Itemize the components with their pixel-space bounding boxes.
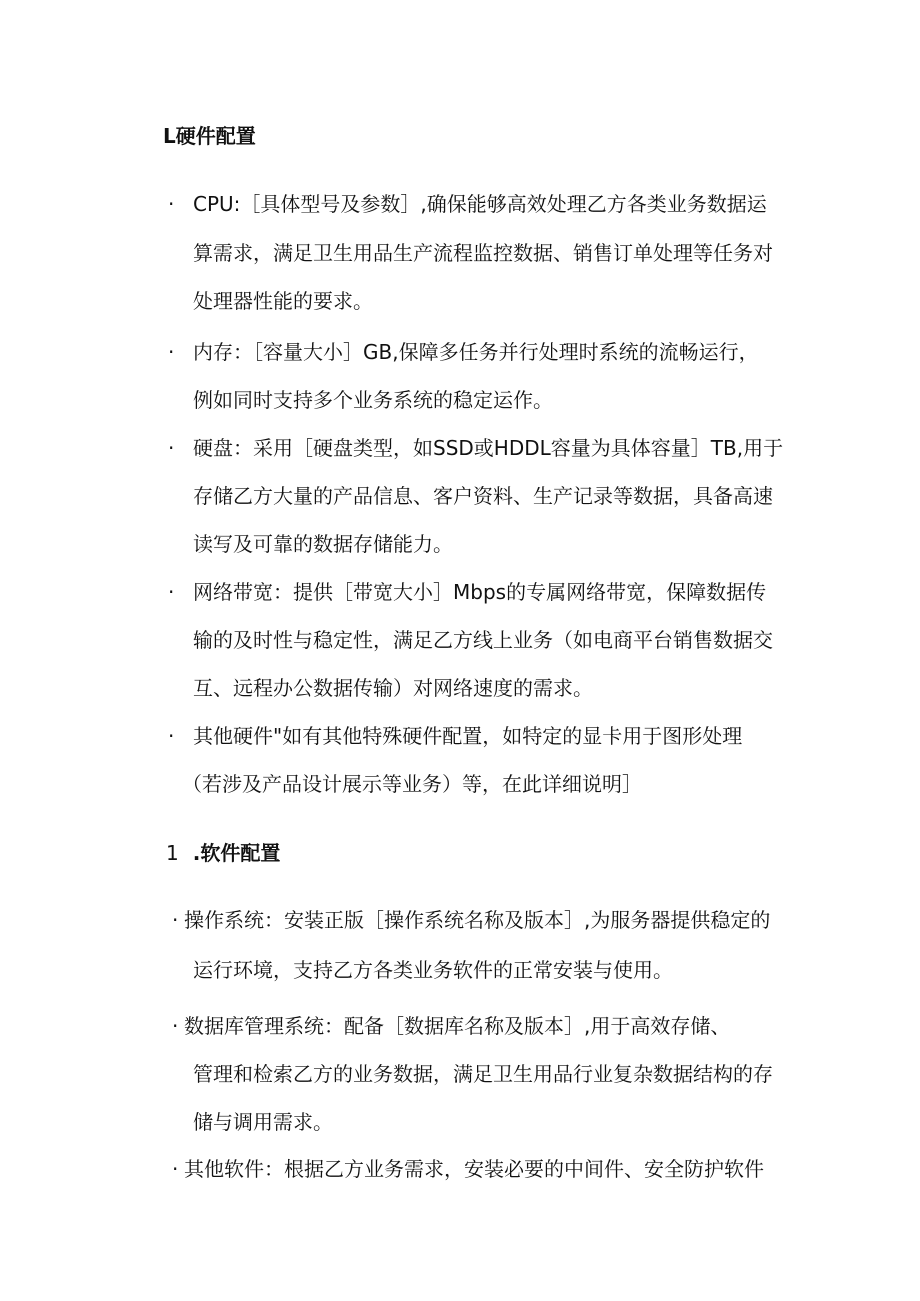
memory-line-2: 例如同时支持多个业务系统的稳定运作。 — [193, 388, 553, 412]
network-line-2: 输的及时性与稳定性，满足乙方线上业务（如电商平台销售数据交 — [193, 628, 773, 652]
bullet-marker: · — [172, 1014, 179, 1038]
section-heading-software — [166, 839, 280, 867]
bullet-marker: · — [172, 908, 179, 932]
section-number: 1 — [166, 841, 179, 865]
os-line-1: 操作系统：安装正版［操作系统名称及版本］,为服务器提供稳定的 — [184, 908, 771, 932]
disk-line-3: 读写及可靠的数据存储能力。 — [193, 532, 453, 556]
os-line-2: 运行环境，支持乙方各类业务软件的正常安装与使用。 — [193, 958, 673, 982]
bullet-marker: · — [168, 580, 175, 604]
bullet-marker: · — [168, 724, 175, 748]
bullet-marker: · — [168, 436, 175, 460]
other-hardware-line-2: （若涉及产品设计展示等业务）等，在此详细说明］ — [182, 772, 642, 796]
bullet-marker: · — [168, 192, 175, 216]
other-hardware-line-1: 其他硬件"如有其他特殊硬件配置，如特定的显卡用于图形处理 — [193, 724, 743, 748]
disk-line-1: 硬盘：采用［硬盘类型，如SSD或HDDL容量为具体容量］TB,用于 — [193, 436, 784, 460]
cpu-line-3: 处理器性能的要求。 — [193, 289, 373, 313]
db-line-3: 储与调用需求。 — [193, 1110, 333, 1134]
network-line-3: 互、远程办公数据传输）对网络速度的需求。 — [193, 676, 593, 700]
disk-line-2: 存储乙方大量的产品信息、客户资料、生产记录等数据，具备高速 — [193, 484, 773, 508]
section-title: L硬件配置 — [163, 124, 256, 148]
cpu-line-1: CPU:［具体型号及参数］,确保能够高效处理乙方各类业务数据运 — [193, 192, 767, 216]
db-line-1: 数据库管理系统：配备［数据库名称及版本］,用于高效存储、 — [184, 1014, 731, 1038]
memory-line-1: 内存：［容量大小］GB,保障多任务并行处理时系统的流畅运行， — [193, 340, 759, 364]
network-line-1: 网络带宽：提供［带宽大小］Mbps的专属网络带宽，保障数据传 — [193, 580, 767, 604]
bullet-marker: · — [168, 340, 175, 364]
cpu-line-2: 算需求，满足卫生用品生产流程监控数据、销售订单处理等任务对 — [193, 241, 773, 265]
db-line-2: 管理和检索乙方的业务数据，满足卫生用品行业复杂数据结构的存 — [193, 1062, 773, 1086]
bullet-marker: · — [172, 1157, 179, 1181]
other-software-line-1: 其他软件：根据乙方业务需求，安装必要的中间件、安全防护软件 — [184, 1157, 764, 1181]
section-heading-hardware — [163, 122, 256, 150]
section-title: .软件配置 — [192, 841, 281, 865]
